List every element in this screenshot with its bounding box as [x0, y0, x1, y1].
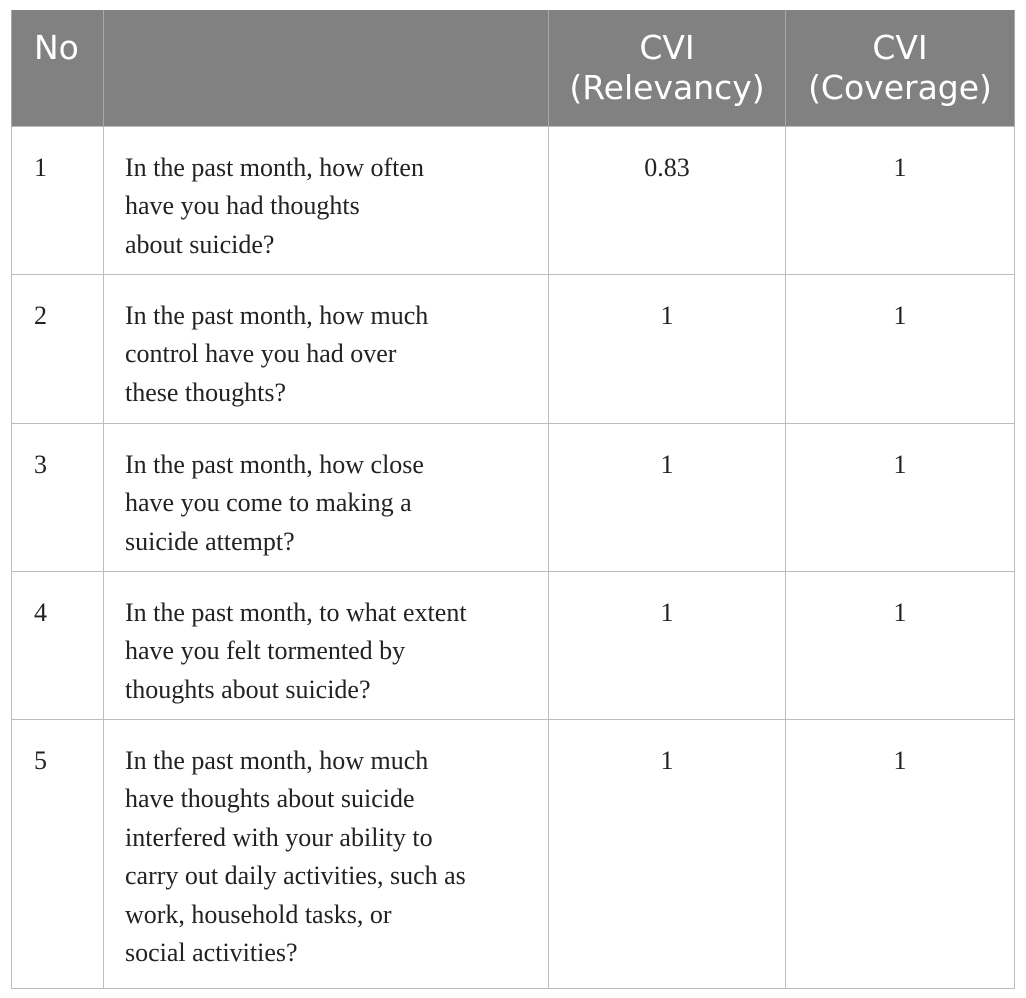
row-cvi-relevancy: 1	[549, 423, 786, 571]
header-item	[104, 10, 549, 126]
header-cvi-relevancy-line: (Relevancy)	[569, 68, 765, 107]
item-line: have you felt tormented by	[125, 636, 406, 665]
row-number: 4	[12, 571, 104, 719]
header-cvi-coverage-line: (Coverage)	[808, 68, 992, 107]
table-row	[12, 719, 1015, 988]
header-cvi-coverage-line: CVI	[872, 28, 928, 67]
row-number: 2	[12, 274, 104, 423]
item-line: have you come to making a	[125, 488, 412, 517]
row-item-text	[104, 126, 549, 274]
row-cvi-relevancy: 1	[549, 719, 786, 988]
row-cvi-relevancy: 1	[549, 274, 786, 423]
row-cvi-coverage: 1	[786, 126, 1015, 274]
item-line: carry out daily activities, such as	[125, 861, 466, 890]
item-line: In the past month, how close	[125, 449, 424, 479]
row-item-text	[104, 274, 549, 423]
row-item-text	[104, 423, 549, 571]
item-line: have you had thoughts	[125, 191, 360, 220]
table-row	[12, 571, 1015, 719]
header-row	[12, 10, 1015, 126]
row-cvi-relevancy: 1	[549, 571, 786, 719]
item-line: In the past month, how often	[125, 152, 424, 182]
row-number: 3	[12, 423, 104, 571]
table-header	[12, 10, 1015, 126]
cvi-table	[11, 10, 1015, 989]
item-line: work, household tasks, or	[125, 899, 392, 929]
item-line: thoughts about suicide?	[125, 674, 371, 704]
item-line: In the past month, how much	[125, 745, 429, 775]
row-cvi-relevancy: 0.83	[549, 126, 786, 274]
header-no: No	[12, 10, 104, 126]
row-number: 5	[12, 719, 104, 988]
row-item-text	[104, 571, 549, 719]
table-row	[12, 274, 1015, 423]
item-line: have thoughts about suicide	[125, 784, 415, 813]
item-line: about suicide?	[125, 229, 275, 259]
item-line: suicide attempt?	[125, 526, 295, 556]
table-row	[12, 126, 1015, 274]
header-cvi-relevancy-line: CVI	[639, 28, 695, 67]
row-cvi-coverage: 1	[786, 571, 1015, 719]
table-body	[12, 126, 1015, 988]
item-line: interfered with your ability to	[125, 822, 433, 852]
row-cvi-coverage: 1	[786, 719, 1015, 988]
header-cvi-coverage	[786, 10, 1015, 126]
table-row	[12, 423, 1015, 571]
item-line: control have you had over	[125, 339, 397, 368]
item-line: In the past month, how much	[125, 300, 429, 330]
header-cvi-relevancy	[549, 10, 786, 126]
item-line: these thoughts?	[125, 377, 287, 407]
item-line: social activities?	[125, 938, 298, 967]
row-number: 1	[12, 126, 104, 274]
row-cvi-coverage: 1	[786, 274, 1015, 423]
row-item-text	[104, 719, 549, 988]
row-cvi-coverage: 1	[786, 423, 1015, 571]
item-line: In the past month, to what extent	[125, 597, 467, 627]
